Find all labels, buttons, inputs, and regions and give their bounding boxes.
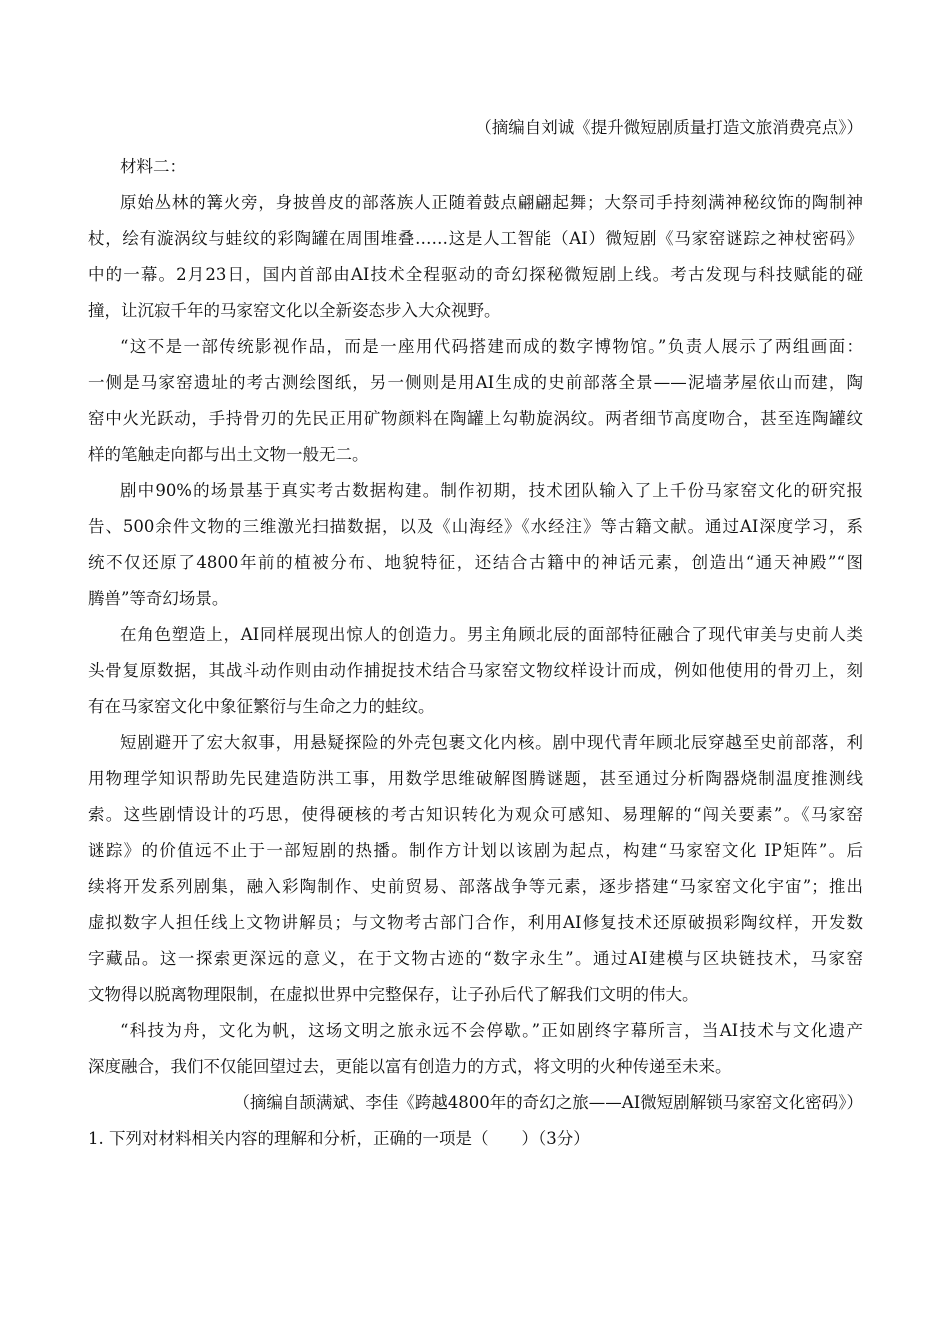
paragraph-line: 腾兽”等奇幻场景。	[88, 589, 229, 608]
paragraph-line: 有在马家窑文化中象征繁衍与生命之力的蛙纹。	[88, 697, 435, 716]
paragraph-line: 索。这些剧情设计的巧思，使得硬核的考古知识转化为观众可感知、易理解的“闯关要素”。《马家窑	[88, 805, 863, 824]
paragraph-line: 文物得以脱离物理限制，在虚拟世界中完整保存，让子孙后代了解我们文明的伟大。	[88, 985, 699, 1004]
paragraph-line: 续将开发系列剧集，融入彩陶制作、史前贸易、部落战争等元素，逐步搭建“马家窑文化宇宙”；推出	[88, 877, 863, 896]
paragraph-line: 深度融合，我们不仅能回望过去，更能以富有创造力的方式，将文明的火种传递至未来。	[88, 1057, 732, 1076]
source-citation-2: （摘编自颉满斌、李佳《跨越4800年的奇幻之旅——AI微短剧解锁马家窑文化密码》）	[233, 1093, 863, 1112]
paragraph-line: 字藏品。这一探索更深远的意义，在于文物古迹的“数字永生”。通过AI建模与区块链技术，马家窑	[88, 949, 863, 968]
paragraph-line: 统不仅还原了4800年前的植被分布、地貌特征，还结合古籍中的神话元素，创造出“通天神殿”“图	[88, 553, 863, 572]
paragraph-line: 谜踪》的价值远不止于一部短剧的热播。制作方计划以该剧为起点，构建“马家窑文化 IP矩阵”。后	[88, 841, 863, 860]
paragraph-line: “科技为舟，文化为帆，这场文明之旅永远不会停歇。”正如剧终字幕所言，当AI技术与文化遗产	[120, 1021, 863, 1040]
question-1: 1. 下列对材料相关内容的理解和分析，正确的一项是（ ）（3分）	[88, 1129, 590, 1148]
paragraph-line: 中的一幕。2月23日，国内首部由AI技术全程驱动的奇幻探秘微短剧上线。考古发现与科技赋能的碰	[88, 265, 863, 284]
paragraph-line: 窑中火光跃动，手持骨刃的先民正用矿物颜料在陶罐上勾勒旋涡纹。两者细节高度吻合，甚至连陶罐纹	[88, 409, 863, 428]
material-heading: 材料二：	[120, 157, 186, 176]
paragraph-line: 短剧避开了宏大叙事，用悬疑探险的外壳包裹文化内核。剧中现代青年顾北辰穿越至史前部落，利	[120, 733, 863, 752]
paragraph-line: 虚拟数字人担任线上文物讲解员；与文物考古部门合作，利用AI修复技术还原破损彩陶纹样，开发数	[88, 913, 863, 932]
paragraph-line: 一侧是马家窑遗址的考古测绘图纸，另一侧则是用AI生成的史前部落全景——泥墙茅屋依山而建，陶	[88, 373, 863, 392]
paragraph-line: 撞，让沉寂千年的马家窑文化以全新姿态步入大众视野。	[88, 301, 501, 320]
paragraph-line: 原始丛林的篝火旁，身披兽皮的部落族人正随着鼓点翩翩起舞；大祭司手持刻满神秘纹饰的陶制神	[120, 193, 863, 212]
paragraph-line: “这不是一部传统影视作品，而是一座用代码搭建而成的数字博物馆。”负责人展示了两组画面：	[120, 337, 863, 356]
paragraph-line: 用物理学知识帮助先民建造防洪工事，用数学思维破解图腾谜题，甚至通过分析陶器烧制温度推测线	[88, 769, 863, 788]
paragraph-line: 剧中90%的场景基于真实考古数据构建。制作初期，技术团队输入了上千份马家窑文化的研究报	[120, 481, 863, 500]
paragraph-line: 杖，绘有漩涡纹与蛙纹的彩陶罐在周围堆叠……这是人工智能（AI）微短剧《马家窑谜踪之神杖密码》	[88, 229, 863, 248]
source-citation-1: （摘编自刘诚《提升微短剧质量打造文旅消费亮点》）	[475, 118, 863, 137]
paragraph-line: 样的笔触走向都与出土文物一般无二。	[88, 445, 369, 464]
paragraph-line: 告、500余件文物的三维激光扫描数据，以及《山海经》《水经注》等古籍文献。通过AI深度学习，系	[88, 517, 863, 536]
paragraph-line: 在角色塑造上，AI同样展现出惊人的创造力。男主角顾北辰的面部特征融合了现代审美与史前人类	[120, 625, 863, 644]
paragraph-line: 头骨复原数据，其战斗动作则由动作捕捉技术结合马家窑文物纹样设计而成，例如他使用的骨刃上，刻	[88, 661, 863, 680]
